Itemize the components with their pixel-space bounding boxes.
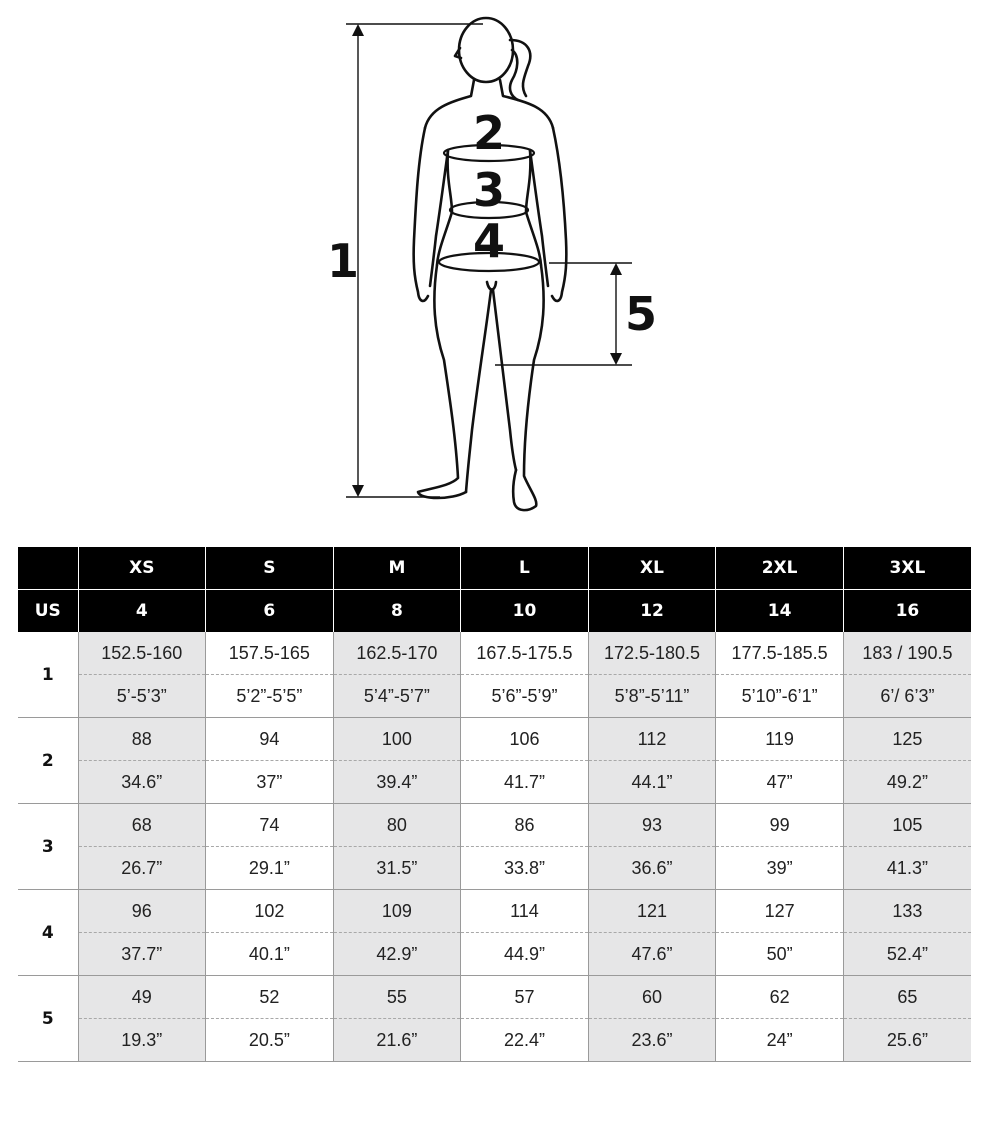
measurement-cm-cell: 133 (843, 890, 971, 933)
measurement-inch-cell: 23.6” (588, 1019, 716, 1062)
measurement-inch-cell: 20.5” (206, 1019, 334, 1062)
measurement-row-cm (18, 632, 971, 675)
measurement-row-in (18, 675, 971, 718)
measurement-inch-cell: 47” (716, 761, 844, 804)
measurement-cm-cell: 100 (333, 718, 461, 761)
measurement-row-label: 2 (18, 718, 78, 804)
measurement-cm-cell: 172.5-180.5 (588, 632, 716, 675)
measurement-cm-cell: 93 (588, 804, 716, 847)
measurement-cm-cell: 88 (78, 718, 206, 761)
measurement-row-cm (18, 804, 971, 847)
measurement-cm-cell: 102 (206, 890, 334, 933)
measurement-rows (18, 632, 971, 1062)
measurement-inch-cell: 41.3” (843, 847, 971, 890)
measurement-cm-cell: 60 (588, 976, 716, 1019)
measurement-row-in (18, 1019, 971, 1062)
size-header: L (461, 547, 589, 590)
measurement-cm-cell: 65 (843, 976, 971, 1019)
measurement-cm-cell: 157.5-165 (206, 632, 334, 675)
measurement-cm-cell: 80 (333, 804, 461, 847)
measurement-inch-cell: 49.2” (843, 761, 971, 804)
measurement-row-label: 3 (18, 804, 78, 890)
measurement-inch-cell: 5’10”-6’1” (716, 675, 844, 718)
measurement-cm-cell: 94 (206, 718, 334, 761)
measurement-inch-cell: 37.7” (78, 933, 206, 976)
measurement-inch-cell: 5’6”-5’9” (461, 675, 589, 718)
size-header: M (333, 547, 461, 590)
measurement-inch-cell: 26.7” (78, 847, 206, 890)
measurement-inch-cell: 6’/ 6’3” (843, 675, 971, 718)
measurement-inch-cell: 25.6” (843, 1019, 971, 1062)
measurement-inch-cell: 21.6” (333, 1019, 461, 1062)
measurement-inch-cell: 31.5” (333, 847, 461, 890)
measurement-inch-cell: 33.8” (461, 847, 589, 890)
measurement-inch-cell: 47.6” (588, 933, 716, 976)
measurement-inch-cell: 37” (206, 761, 334, 804)
measurement-inch-cell: 36.6” (588, 847, 716, 890)
measurement-label-4: 4 (472, 214, 506, 268)
size-header: 2XL (716, 547, 844, 590)
measurement-inch-cell: 42.9” (333, 933, 461, 976)
measurement-inch-cell: 5’4”-5’7” (333, 675, 461, 718)
us-size-row (18, 590, 971, 633)
measurement-inch-cell: 44.1” (588, 761, 716, 804)
measurement-cm-cell: 177.5-185.5 (716, 632, 844, 675)
size-header: XL (588, 547, 716, 590)
measurement-inch-cell: 40.1” (206, 933, 334, 976)
measurement-cm-cell: 49 (78, 976, 206, 1019)
measurement-cm-cell: 74 (206, 804, 334, 847)
measurement-inch-cell: 5’8”-5’11” (588, 675, 716, 718)
measurement-row-in (18, 933, 971, 976)
us-size-value: 4 (78, 590, 206, 633)
measurement-inch-cell: 22.4” (461, 1019, 589, 1062)
measurement-cm-cell: 96 (78, 890, 206, 933)
measurement-inch-cell: 5’2”-5’5” (206, 675, 334, 718)
measurement-inch-cell: 24” (716, 1019, 844, 1062)
measurement-row-label: 5 (18, 976, 78, 1062)
us-size-value: 12 (588, 590, 716, 633)
measurement-inch-cell: 52.4” (843, 933, 971, 976)
measurement-cm-cell: 99 (716, 804, 844, 847)
measurement-cm-cell: 62 (716, 976, 844, 1019)
measurement-inch-cell: 29.1” (206, 847, 334, 890)
measurement-cm-cell: 112 (588, 718, 716, 761)
measurement-cm-cell: 114 (461, 890, 589, 933)
body-measurement-diagram (0, 0, 1005, 530)
measurement-inch-cell: 19.3” (78, 1019, 206, 1062)
measurement-cm-cell: 121 (588, 890, 716, 933)
measurement-cm-cell: 183 / 190.5 (843, 632, 971, 675)
measurement-label-3: 3 (472, 163, 506, 217)
size-header: S (206, 547, 334, 590)
measurement-inch-cell: 44.9” (461, 933, 589, 976)
us-size-value: 10 (461, 590, 589, 633)
us-label: US (18, 590, 78, 633)
measurement-row-cm (18, 976, 971, 1019)
size-header: 3XL (843, 547, 971, 590)
header-corner (18, 547, 78, 590)
measurement-inch-cell: 39.4” (333, 761, 461, 804)
measurement-inch-cell: 34.6” (78, 761, 206, 804)
measurement-cm-cell: 109 (333, 890, 461, 933)
measurement-inch-cell: 41.7” (461, 761, 589, 804)
measurement-cm-cell: 106 (461, 718, 589, 761)
measurement-inch-cell: 39” (716, 847, 844, 890)
measurement-cm-cell: 52 (206, 976, 334, 1019)
size-chart-table (18, 547, 971, 1062)
measurement-label-2: 2 (472, 106, 506, 160)
measurement-inch-cell: 5’-5’3” (78, 675, 206, 718)
measurement-row-in (18, 761, 971, 804)
measurement-row-label: 1 (18, 632, 78, 718)
measurement-cm-cell: 105 (843, 804, 971, 847)
measurement-cm-cell: 86 (461, 804, 589, 847)
us-size-value: 8 (333, 590, 461, 633)
measurement-cm-cell: 55 (333, 976, 461, 1019)
measurement-cm-cell: 167.5-175.5 (461, 632, 589, 675)
measurement-cm-cell: 152.5-160 (78, 632, 206, 675)
measurement-inch-cell: 50” (716, 933, 844, 976)
measurement-row-cm (18, 890, 971, 933)
us-size-value: 16 (843, 590, 971, 633)
measurement-cm-cell: 127 (716, 890, 844, 933)
measurement-cm-cell: 162.5-170 (333, 632, 461, 675)
size-header: XS (78, 547, 206, 590)
size-header-row (18, 547, 971, 590)
measurement-row-cm (18, 718, 971, 761)
measurement-cm-cell: 125 (843, 718, 971, 761)
measurement-cm-cell: 68 (78, 804, 206, 847)
us-size-value: 6 (206, 590, 334, 633)
measurement-row-in (18, 847, 971, 890)
measurement-cm-cell: 119 (716, 718, 844, 761)
measurement-label-5: 5 (624, 287, 658, 341)
measurement-row-label: 4 (18, 890, 78, 976)
measurement-label-1: 1 (326, 234, 360, 288)
us-size-value: 14 (716, 590, 844, 633)
measurement-cm-cell: 57 (461, 976, 589, 1019)
